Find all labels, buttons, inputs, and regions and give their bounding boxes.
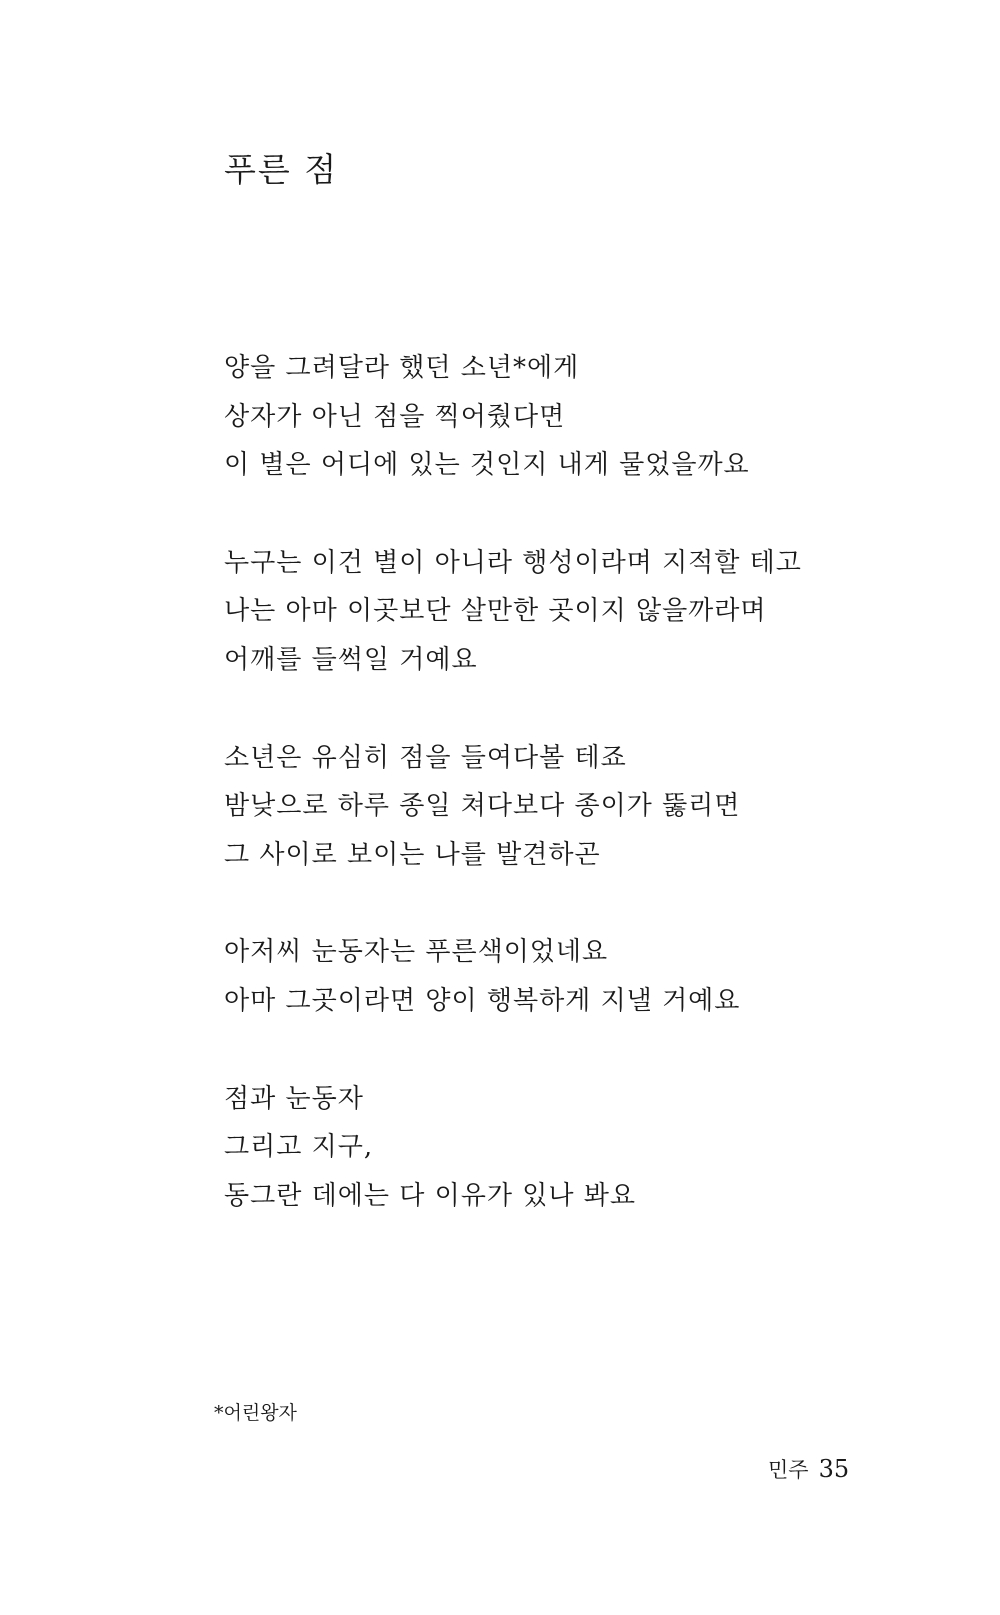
stanza-2 [224,539,844,685]
poem-line: 양을 그려달라 했던 소년*에게 [224,353,580,383]
poem-line: 상자가 아닌 점을 찍어줬다면 [224,401,566,432]
footnote: *어린왕자 [214,1402,297,1424]
poem-body [224,344,844,1269]
author-name: 민주 [768,1458,809,1482]
poem-line: 밤낮으로 하루 종일 쳐다보다 종이가 뚫리면 [224,791,741,822]
poem-line: 아마 그곳이라면 양이 행복하게 지낼 거예요 [224,985,741,1016]
poem-line: 어깨를 들썩일 거예요 [224,644,478,675]
poem-line: 나는 아마 이곳보단 살만한 곳이지 않을까라며 [224,596,767,627]
stanza-4 [224,928,844,1025]
stanza-1 [224,344,844,490]
poem-line: 이 별은 어디에 있는 것인지 내게 물었을까요 [224,450,750,481]
stanza-5 [224,1075,844,1221]
poem-line: 그리고 지구, [224,1132,374,1163]
poem-line: 동그란 데에는 다 이유가 있나 봐요 [224,1180,636,1211]
stanza-3 [224,734,844,880]
poem-line: 누구는 이건 별이 아니라 행성이라며 지적할 테고 [224,547,802,578]
poem-line: 아저씨 눈동자는 푸른색이었네요 [224,937,609,968]
poem-line: 점과 눈동자 [224,1083,364,1114]
poem-line: 그 사이로 보이는 나를 발견하곤 [224,839,601,870]
poem-title: 푸른 점 [224,150,339,189]
page-number: 35 [818,1455,850,1483]
poem-line: 소년은 유심히 점을 들여다볼 테죠 [224,742,627,773]
page-footer [768,1455,849,1484]
